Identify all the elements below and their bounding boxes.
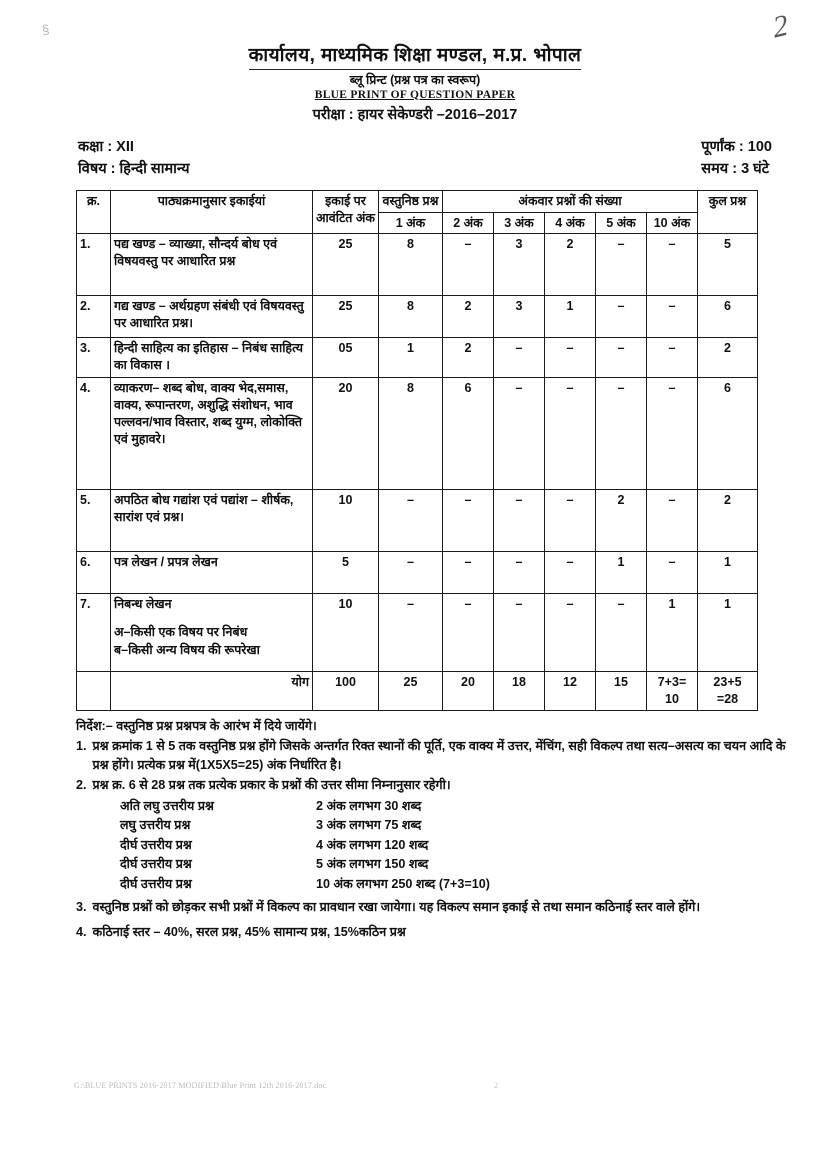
row-q-3mark: –	[494, 490, 545, 552]
time-line: समय : 3 घंटे	[701, 161, 770, 178]
instruction-3-body: वस्तुनिष्ठ प्रश्नों को छोड़कर सभी प्रश्नों में विकल्प का प्रावधान रखा जायेगा। यह विकल्प समान इकाई से तथा समान कठिनाई स्तर वाले होंगे।	[92, 900, 701, 915]
meta-left-block	[78, 136, 190, 181]
row-q-2mark: 6	[443, 378, 494, 490]
row-q-10mark: –	[647, 296, 698, 338]
row-serial: 3.	[77, 338, 111, 378]
office-title: कार्यालय, माध्यमिक शिक्षा मण्डल, म.प्र. भोपाल	[249, 44, 582, 70]
total-questions-line1: 23+5	[713, 675, 742, 690]
row-total-questions: 2	[698, 490, 758, 552]
header-objective: वस्तुनिष्ठ प्रश्न	[379, 190, 443, 212]
row-q-3mark: –	[494, 378, 545, 490]
meta-right-block	[701, 136, 772, 181]
footer-page-number: 2	[494, 1081, 498, 1090]
row-q-5mark: –	[596, 234, 647, 296]
instruction-1-number: 1.	[76, 739, 87, 754]
row-unit: हिन्दी साहित्य का इतिहास – निबंध साहित्य का विकास ।	[111, 338, 313, 378]
row-q-10mark: –	[647, 378, 698, 490]
row-serial: 2.	[77, 296, 111, 338]
row-marks: 20	[313, 378, 379, 490]
row-q-2mark: –	[443, 234, 494, 296]
row-q-1mark: –	[379, 490, 443, 552]
total-q-3mark: 18	[494, 672, 545, 711]
table-row	[77, 378, 758, 490]
blueprint-subtitle-hindi: ब्लू प्रिन्ट (प्रश्न पत्र का स्वरूप)	[349, 72, 481, 87]
row-marks: 25	[313, 234, 379, 296]
instruction-1-part2: में उत्तर, मेंचिंग, सही विकल्प तथा सत्य–असत्य का चयन आदि के प्रश्न होंगे। प्रत्येक प्रश्न में(1X5X5=25) अंक निर्धारित है।	[92, 739, 786, 772]
row-marks: 25	[313, 296, 379, 338]
total-questions-line2: =28	[716, 692, 739, 707]
exam-title: परीक्षा : हायर सेकेण्डरी –2016–2017	[312, 106, 518, 123]
limit-name: दीर्घ उत्तरीय प्रश्न	[120, 876, 192, 891]
row-q-3mark: 3	[494, 296, 545, 338]
header-sub-2-mark: 2 अंक	[443, 212, 494, 234]
row-q-10mark: –	[647, 234, 698, 296]
row-q-5mark: 2	[596, 490, 647, 552]
instruction-2-number: 2.	[76, 777, 87, 792]
table-row	[77, 296, 758, 338]
limit-value: 3 अंक लगभग 75 शब्द	[316, 818, 422, 833]
row-q-5mark: –	[596, 378, 647, 490]
row-serial: 4.	[77, 378, 111, 490]
instruction-1-part1: प्रश्न क्रमांक 1 से 5 तक वस्तुनिष्ठ प्रश्न होंगे जिसके अन्तर्गत रिक्त स्थानों की पूर्ति, एक	[92, 739, 469, 754]
total-marks: 100	[313, 672, 379, 711]
header-unit: पाठ्यक्रमानुसार इकाईयां	[111, 190, 313, 234]
instruction-2-body: प्रश्न क्र. 6 से 28 प्रश्न तक प्रत्येक प्रकार के प्रश्नों की उत्तर सीमा निम्नानुसार रहेगी।	[92, 777, 451, 792]
row-marks: 10	[313, 490, 379, 552]
blueprint-table	[76, 190, 758, 712]
row-unit: पद्य खण्ड – व्याख्या, सौन्दर्य बोध एवं विषयवस्तु पर आधारित प्रश्न	[111, 234, 313, 296]
total-q-2mark: 20	[443, 672, 494, 711]
instruction-item-2	[76, 776, 790, 795]
row-q-4mark: 2	[545, 234, 596, 296]
total-q-10mark	[647, 672, 698, 711]
table-body	[77, 234, 758, 711]
total-marks-line: पूर्णांक : 100	[701, 138, 772, 155]
row-total-questions: 1	[698, 552, 758, 594]
exam-meta	[0, 136, 830, 182]
header-markwise-group: अंकवार प्रश्नों की संख्या	[443, 190, 698, 212]
limit-row	[120, 836, 790, 856]
row-unit: व्याकरण– शब्द बोध, वाक्य भेद,समास, वाक्य, रूपान्तरण, अशुद्धि संशोधन, भाव पल्लवन/भाव विस्तार, शब्द युग्म, लोकोक्ति एवं मुहावरे।	[111, 378, 313, 490]
row-q-2mark: –	[443, 490, 494, 552]
row-q-10mark: –	[647, 338, 698, 378]
total-questions	[698, 672, 758, 711]
row-q-4mark: –	[545, 378, 596, 490]
row-q-3mark: –	[494, 338, 545, 378]
header-sub-3-mark: 3 अंक	[494, 212, 545, 234]
row-q-10mark: –	[647, 490, 698, 552]
header-sub-1-mark: 1 अंक	[379, 212, 443, 234]
row-q-2mark: 2	[443, 296, 494, 338]
total-q-10mark-line2: 10	[665, 692, 679, 707]
row-total-questions: 6	[698, 378, 758, 490]
limit-row	[120, 875, 790, 895]
row-q-1mark: 8	[379, 378, 443, 490]
limit-name: लघु उत्तरीय प्रश्न	[120, 818, 191, 833]
limit-row	[120, 816, 790, 836]
total-q-4mark: 12	[545, 672, 596, 711]
total-q-1mark: 25	[379, 672, 443, 711]
header-sub-4-mark: 4 अंक	[545, 212, 596, 234]
table-row	[77, 552, 758, 594]
scan-artifact-left: §	[40, 21, 51, 38]
row-serial: 6.	[77, 552, 111, 594]
row-q-4mark: 1	[545, 296, 596, 338]
limit-row	[120, 855, 790, 875]
instruction-4-number: 4.	[76, 925, 87, 940]
limit-row	[120, 797, 790, 817]
limit-value: 10 अंक लगभग 250 शब्द (7+3=10)	[316, 876, 490, 891]
row-unit: पत्र लेखन / प्रपत्र लेखन	[111, 552, 313, 594]
instruction-item-4	[76, 923, 790, 942]
row-total-questions: 5	[698, 234, 758, 296]
instruction-item-1	[76, 737, 790, 775]
limit-name: दीर्घ उत्तरीय प्रश्न	[120, 837, 192, 852]
limit-name: दीर्घ उत्तरीय प्रश्न	[120, 857, 192, 872]
row-unit: गद्य खण्ड – अर्थग्रहण संबंधी एवं विषयवस्तु पर आधारित प्रश्न।	[111, 296, 313, 338]
total-row-blank	[77, 672, 111, 711]
row-unit-subitems	[114, 623, 309, 659]
row-serial: 1.	[77, 234, 111, 296]
header-sub-10-mark: 10 अंक	[647, 212, 698, 234]
header-serial: क्र.	[77, 190, 111, 234]
total-row-label: योग	[111, 672, 313, 711]
row-unit-title: निबन्ध लेखन	[114, 597, 172, 612]
table-row	[77, 490, 758, 552]
row-q-1mark: 8	[379, 234, 443, 296]
row-unit	[111, 594, 313, 672]
row-marks: 05	[313, 338, 379, 378]
row-q-3mark: 3	[494, 234, 545, 296]
blueprint-table-wrap	[76, 190, 758, 712]
row-q-2mark: –	[443, 552, 494, 594]
instruction-1-body	[93, 737, 790, 775]
answer-limits-list	[120, 797, 790, 895]
row-unit-subitem-a: अ–किसी एक विषय पर निबंध	[114, 625, 248, 640]
limit-value: 4 अंक लगभग 120 शब्द	[316, 837, 429, 852]
row-q-2mark: –	[443, 594, 494, 672]
row-marks: 10	[313, 594, 379, 672]
handwritten-page-mark: 2	[770, 8, 791, 45]
blueprint-subtitle-english: BLUE PRINT OF QUESTION PAPER	[314, 88, 516, 101]
instruction-1-bold-word: वाक्य	[468, 739, 494, 754]
instructions-heading: निर्देश:– वस्तुनिष्ठ प्रश्न प्रश्नपत्र के आरंभ में दिये जायेंगे।	[76, 719, 317, 734]
row-total-questions: 2	[698, 338, 758, 378]
row-q-5mark: –	[596, 296, 647, 338]
total-q-5mark: 15	[596, 672, 647, 711]
row-q-4mark: –	[545, 594, 596, 672]
limit-value: 5 अंक लगभग 150 शब्द	[316, 857, 429, 872]
row-q-2mark: 2	[443, 338, 494, 378]
header-marks-allotted: इकाई पर आवंटित अंक	[313, 190, 379, 234]
table-row	[77, 338, 758, 378]
instructions-section	[76, 717, 790, 942]
row-q-5mark: –	[596, 338, 647, 378]
row-total-questions: 1	[698, 594, 758, 672]
row-total-questions: 6	[698, 296, 758, 338]
row-q-10mark: –	[647, 552, 698, 594]
row-q-5mark: –	[596, 594, 647, 672]
header-total-questions: कुल प्रश्न	[698, 190, 758, 234]
limit-value: 2 अंक लगभग 30 शब्द	[316, 798, 422, 813]
row-q-4mark: –	[545, 552, 596, 594]
row-q-5mark: 1	[596, 552, 647, 594]
row-unit-subitem-b: ब–किसी अन्य विषय की रूपरेखा	[114, 643, 260, 658]
table-row	[77, 594, 758, 672]
class-line: कक्षा : XII	[78, 138, 134, 155]
row-q-4mark: –	[545, 338, 596, 378]
table-header-row-1	[77, 190, 758, 212]
row-unit: अपठित बोध गद्यांश एवं पद्यांश – शीर्षक, सारांश एवं प्रश्न।	[111, 490, 313, 552]
header-sub-5-mark: 5 अंक	[596, 212, 647, 234]
row-q-1mark: 1	[379, 338, 443, 378]
row-serial: 7.	[77, 594, 111, 672]
row-q-3mark: –	[494, 594, 545, 672]
instruction-3-number: 3.	[76, 900, 87, 915]
limit-name: अति लघु उत्तरीय प्रश्न	[120, 798, 214, 813]
row-marks: 5	[313, 552, 379, 594]
row-serial: 5.	[77, 490, 111, 552]
total-q-10mark-line1: 7+3=	[657, 675, 687, 690]
instruction-4-body: कठिनाई स्तर – 40%, सरल प्रश्न, 45% सामान्य प्रश्न, 15%कठिन प्रश्न	[92, 925, 406, 940]
subject-line: विषय : हिन्दी सामान्य	[78, 161, 190, 178]
row-q-1mark: –	[379, 594, 443, 672]
row-q-3mark: –	[494, 552, 545, 594]
table-total-row	[77, 672, 758, 711]
table-row	[77, 234, 758, 296]
row-q-1mark: –	[379, 552, 443, 594]
instruction-item-3	[76, 898, 790, 917]
footer-file-path: G:\BLUE PRINTS 2016-2017 MODIFIED\Blue Print 12th 2016-2017.doc	[74, 1081, 327, 1090]
document-header	[0, 0, 830, 124]
row-q-4mark: –	[545, 490, 596, 552]
row-q-10mark: 1	[647, 594, 698, 672]
row-q-1mark: 8	[379, 296, 443, 338]
